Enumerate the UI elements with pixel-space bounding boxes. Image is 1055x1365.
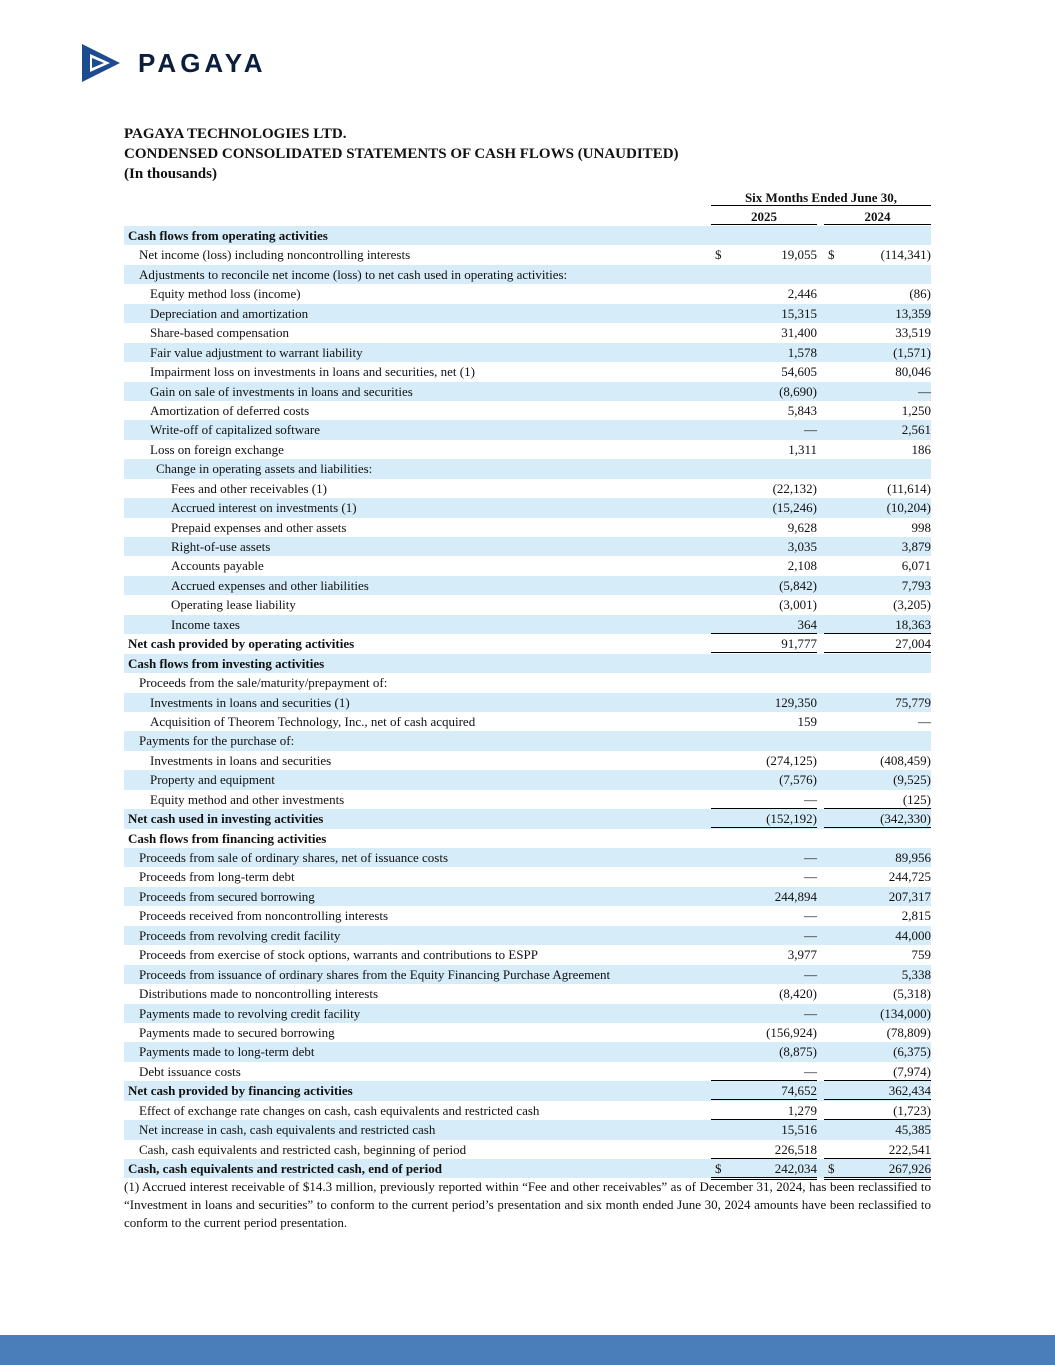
- value-2025: [711, 1023, 817, 1041]
- table-row: [124, 304, 931, 323]
- value-2025: [711, 1004, 817, 1022]
- value-2025: [711, 556, 817, 574]
- amount: 2,815: [901, 908, 931, 924]
- amount: 998: [911, 519, 931, 535]
- value-2024: [824, 906, 931, 924]
- value-2024: [824, 304, 931, 322]
- company-title: PAGAYA TECHNOLOGIES LTD.: [124, 126, 347, 142]
- amount: 19,055: [781, 247, 817, 263]
- value-2025: [711, 984, 817, 1002]
- value-2025: [711, 848, 817, 866]
- table-row: [124, 284, 931, 303]
- value-2024: [824, 382, 931, 400]
- table-row: [124, 323, 931, 342]
- value-2025: [711, 770, 817, 788]
- table-row: [124, 770, 931, 789]
- amount: 6,071: [901, 558, 931, 574]
- row-label: Net income (loss) including noncontrolling interests: [139, 247, 411, 263]
- table-row: [124, 576, 931, 595]
- table-row: [124, 245, 931, 264]
- value-2024: [824, 965, 931, 983]
- row-label: Fair value adjustment to warrant liability: [150, 344, 363, 360]
- amount: 2,446: [787, 286, 817, 302]
- amount: (10,204): [886, 500, 931, 516]
- table-row: [124, 926, 931, 945]
- row-label: Property and equipment: [150, 772, 275, 788]
- row-label: Net cash provided by financing activities: [128, 1083, 353, 1099]
- amount: (408,459): [880, 752, 931, 768]
- amount: 2,108: [787, 558, 817, 574]
- amount: (8,420): [779, 986, 817, 1002]
- value-2025: [711, 284, 817, 302]
- value-2024: [824, 1023, 931, 1041]
- value-2024: [824, 440, 931, 458]
- table-row: [124, 1159, 931, 1178]
- statement-title: CONDENSED CONSOLIDATED STATEMENTS OF CASH FLOWS (UNAUDITED): [124, 146, 679, 162]
- amount: 74,652: [781, 1083, 817, 1099]
- amount: —: [804, 1063, 817, 1079]
- amount: (342,330): [880, 811, 931, 827]
- amount: 242,034: [774, 1161, 817, 1176]
- table-row: [124, 984, 931, 1003]
- amount: 89,956: [895, 850, 931, 865]
- currency-symbol: $: [715, 247, 722, 263]
- value-2024: [824, 576, 931, 594]
- row-label: Distributions made to noncontrolling interests: [139, 986, 379, 1002]
- amount: 13,359: [895, 305, 931, 321]
- row-label: Prepaid expenses and other assets: [171, 519, 347, 535]
- amount: (22,132): [772, 480, 817, 496]
- value-2024: [824, 712, 931, 730]
- value-2025: [711, 1062, 817, 1081]
- amount: 27,004: [895, 636, 931, 652]
- row-label: Cash flows from investing activities: [128, 655, 325, 671]
- value-2024: [824, 867, 931, 885]
- table-row: [124, 1120, 931, 1139]
- amount: (6,375): [893, 1044, 931, 1060]
- amount: 3,977: [787, 947, 817, 963]
- amount: (5,318): [893, 986, 931, 1002]
- amount: (7,576): [779, 772, 817, 788]
- amount: 9,628: [787, 519, 817, 535]
- units-label: (In thousands): [124, 166, 217, 182]
- value-2024: [824, 1101, 931, 1120]
- value-2024: [824, 556, 931, 574]
- amount: (156,924): [766, 1024, 817, 1040]
- row-label: Gain on sale of investments in loans and securities: [150, 383, 413, 399]
- table-row: [124, 401, 931, 420]
- value-2024: [824, 848, 931, 866]
- row-label: Right-of-use assets: [171, 539, 271, 554]
- row-label: Fees and other receivables (1): [171, 480, 327, 496]
- value-2024: [824, 809, 931, 828]
- brand-logo: [80, 40, 267, 86]
- value-2025: [711, 615, 817, 634]
- value-2025: [711, 304, 817, 322]
- amount: 244,725: [888, 869, 931, 885]
- row-label: Impairment loss on investments in loans and securities, net (1): [150, 364, 475, 380]
- table-row: [124, 479, 931, 498]
- table-row: [124, 751, 931, 770]
- year-2025-header: 2025: [711, 209, 817, 225]
- value-2024: [824, 634, 931, 653]
- table-row: [124, 829, 931, 848]
- amount: 186: [911, 441, 931, 457]
- row-label: Accounts payable: [171, 558, 264, 574]
- amount: 15,315: [781, 305, 817, 321]
- row-label: Proceeds from the sale/maturity/prepayment of:: [139, 675, 388, 691]
- amount: —: [804, 850, 817, 865]
- value-2024: [824, 693, 931, 711]
- value-2025: [711, 382, 817, 400]
- table-row: [124, 1004, 931, 1023]
- amount: (125): [902, 791, 931, 807]
- value-2024: [824, 984, 931, 1002]
- table-row: [124, 673, 931, 692]
- amount: 54,605: [781, 364, 817, 380]
- amount: 31,400: [781, 325, 817, 341]
- period-header: Six Months Ended June 30,: [711, 190, 931, 206]
- row-label: Proceeds from secured borrowing: [139, 888, 315, 904]
- table-row: [124, 382, 931, 401]
- row-label: Adjustments to reconcile net income (loss) to net cash used in operating activities:: [139, 266, 568, 282]
- value-2024: [824, 1004, 931, 1022]
- table-row: [124, 731, 931, 750]
- amount: 1,279: [787, 1102, 817, 1118]
- row-label: Share-based compensation: [150, 325, 289, 341]
- row-label: Accrued interest on investments (1): [171, 500, 357, 516]
- value-2024: [824, 945, 931, 963]
- table-row: [124, 790, 931, 809]
- value-2025: [711, 518, 817, 536]
- row-label: Change in operating assets and liabilities:: [156, 461, 373, 477]
- table-row: [124, 1101, 931, 1120]
- table-row: [124, 1062, 931, 1081]
- value-2024: [824, 1042, 931, 1060]
- amount: 3,879: [901, 539, 931, 554]
- value-2024: [824, 420, 931, 438]
- row-label: Payments for the purchase of:: [139, 733, 295, 749]
- amount: 91,777: [781, 636, 817, 652]
- row-label: Proceeds received from noncontrolling interests: [139, 908, 389, 924]
- row-label: Effect of exchange rate changes on cash, cash equivalents and restricted cash: [139, 1102, 540, 1118]
- amount: 2,561: [901, 422, 931, 438]
- amount: 5,843: [787, 402, 817, 418]
- amount: (8,690): [779, 383, 817, 399]
- value-2024: [824, 770, 931, 788]
- table-row: [124, 459, 931, 478]
- value-2025: [711, 1081, 817, 1100]
- value-2025: [711, 576, 817, 594]
- amount: —: [918, 713, 931, 729]
- table-row: [124, 1140, 931, 1159]
- amount: —: [804, 966, 817, 982]
- table-row: [124, 1042, 931, 1061]
- value-2024: [824, 401, 931, 419]
- amount: 159: [797, 713, 817, 729]
- amount: 244,894: [774, 888, 817, 904]
- table-row: [124, 362, 931, 381]
- row-label: Acquisition of Theorem Technology, Inc., net of cash acquired: [150, 713, 476, 729]
- table-row: [124, 965, 931, 984]
- value-2024: [824, 1159, 931, 1180]
- amount: —: [804, 927, 817, 943]
- footer-bar: [0, 1335, 1055, 1365]
- value-2024: [824, 751, 931, 769]
- table-row: [124, 867, 931, 886]
- amount: 5,338: [901, 966, 931, 982]
- row-label: Equity method and other investments: [150, 791, 345, 807]
- value-2024: [824, 615, 931, 634]
- amount: —: [804, 869, 817, 885]
- value-2025: [711, 362, 817, 380]
- row-label: Net cash used in investing activities: [128, 811, 324, 827]
- amount: (5,842): [779, 577, 817, 593]
- value-2024: [824, 887, 931, 905]
- value-2024: [824, 498, 931, 516]
- amount: (9,525): [893, 772, 931, 788]
- amount: (1,571): [893, 344, 931, 360]
- table-row: [124, 518, 931, 537]
- currency-symbol: $: [828, 247, 835, 263]
- amount: —: [804, 908, 817, 924]
- value-2024: [824, 479, 931, 497]
- amount: (3,001): [779, 597, 817, 613]
- amount: —: [804, 1005, 817, 1021]
- value-2025: [711, 887, 817, 905]
- amount: —: [918, 383, 931, 399]
- row-label: Debt issuance costs: [139, 1063, 241, 1079]
- row-label: Proceeds from issuance of ordinary shares from the Equity Financing Purchase Agreement: [139, 966, 611, 982]
- row-label: Payments made to long-term debt: [139, 1044, 315, 1060]
- amount: (11,614): [887, 480, 931, 496]
- amount: (86): [909, 286, 931, 302]
- table-row: [124, 615, 931, 634]
- amount: 75,779: [895, 694, 931, 710]
- value-2024: [824, 537, 931, 555]
- statement-header: [124, 124, 679, 184]
- value-2025: [711, 323, 817, 341]
- table-row: [124, 887, 931, 906]
- row-label: Cash, cash equivalents and restricted cash, beginning of period: [139, 1141, 467, 1157]
- value-2025: [711, 712, 817, 730]
- value-2024: [824, 595, 931, 613]
- table-row: [124, 906, 931, 925]
- row-label: Income taxes: [171, 616, 240, 632]
- amount: 362,434: [888, 1083, 931, 1099]
- row-label: Proceeds from exercise of stock options, warrants and contributions to ESPP: [139, 947, 538, 963]
- currency-symbol: $: [828, 1161, 835, 1176]
- value-2025: [711, 906, 817, 924]
- row-label: Proceeds from sale of ordinary shares, net of issuance costs: [139, 850, 449, 865]
- value-2025: [711, 965, 817, 983]
- row-label: Loss on foreign exchange: [150, 441, 284, 457]
- value-2025: [711, 634, 817, 653]
- amount: (152,192): [766, 811, 817, 827]
- amount: (134,000): [880, 1005, 931, 1021]
- value-2025: [711, 1101, 817, 1120]
- amount: (3,205): [893, 597, 931, 613]
- table-row: [124, 556, 931, 575]
- amount: (15,246): [772, 500, 817, 516]
- amount: (7,974): [893, 1063, 931, 1079]
- amount: 3,035: [787, 539, 817, 554]
- row-label: Payments made to revolving credit facility: [139, 1005, 361, 1021]
- amount: (114,341): [880, 247, 931, 263]
- table-row: [124, 343, 931, 362]
- row-label: Payments made to secured borrowing: [139, 1024, 335, 1040]
- row-label: Depreciation and amortization: [150, 305, 309, 321]
- row-label: Cash, cash equivalents and restricted cash, end of period: [128, 1161, 442, 1176]
- row-label: Investments in loans and securities (1): [150, 694, 350, 710]
- value-2025: [711, 945, 817, 963]
- table-row: [124, 226, 931, 245]
- value-2025: [711, 498, 817, 516]
- value-2025: [711, 401, 817, 419]
- value-2025: [711, 1159, 817, 1180]
- table-row: [124, 537, 931, 556]
- table-row: [124, 693, 931, 712]
- value-2025: [711, 751, 817, 769]
- brand-name: PAGAYA: [138, 47, 267, 78]
- value-2025: [711, 1120, 817, 1138]
- table-row: [124, 498, 931, 517]
- value-2025: [711, 1140, 817, 1159]
- table-row: [124, 848, 931, 867]
- currency-symbol: $: [715, 1161, 722, 1176]
- row-label: Equity method loss (income): [150, 286, 301, 302]
- row-label: Proceeds from long-term debt: [139, 869, 295, 885]
- value-2025: [711, 343, 817, 361]
- value-2025: [711, 809, 817, 828]
- value-2024: [824, 245, 931, 263]
- value-2025: [711, 867, 817, 885]
- value-2025: [711, 245, 817, 263]
- amount: 44,000: [895, 927, 931, 943]
- amount: 207,317: [888, 888, 931, 904]
- table-row: [124, 945, 931, 964]
- table-row: [124, 440, 931, 459]
- row-label: Proceeds from revolving credit facility: [139, 927, 341, 943]
- amount: 1,311: [788, 441, 817, 457]
- table-row: [124, 1081, 931, 1100]
- value-2025: [711, 1042, 817, 1060]
- value-2024: [824, 518, 931, 536]
- value-2024: [824, 1081, 931, 1100]
- footnote: (1) Accrued interest receivable of $14.3 million, previously reported within “Fee and other receivables” as of December 31, 2024, has been reclassified to “Investment in loans and securities” to conform to the current period’s presentation and six month ended June 30, 2024 amounts have been reclassified to conform to the current period presentation.: [124, 1179, 931, 1230]
- table-row: [124, 712, 931, 731]
- value-2025: [711, 537, 817, 555]
- value-2024: [824, 362, 931, 380]
- table-row: [124, 809, 931, 828]
- amount: (8,875): [779, 1044, 817, 1060]
- row-label: Operating lease liability: [171, 597, 296, 613]
- amount: 267,926: [888, 1161, 931, 1176]
- amount: 45,385: [895, 1122, 931, 1138]
- amount: 15,516: [781, 1122, 817, 1138]
- value-2024: [824, 343, 931, 361]
- value-2024: [824, 284, 931, 302]
- value-2024: [824, 1140, 931, 1159]
- row-label: Investments in loans and securities: [150, 752, 332, 768]
- amount: —: [804, 791, 817, 807]
- value-2024: [824, 1062, 931, 1081]
- amount: 226,518: [774, 1141, 817, 1157]
- table-row: [124, 1023, 931, 1042]
- table-row: [124, 654, 931, 673]
- amount: 1,578: [787, 344, 817, 360]
- amount: (274,125): [766, 752, 817, 768]
- amount: 33,519: [895, 325, 931, 341]
- value-2025: [711, 790, 817, 809]
- row-label: Net cash provided by operating activities: [128, 636, 355, 652]
- amount: 18,363: [895, 616, 931, 632]
- row-label: Cash flows from operating activities: [128, 228, 328, 243]
- table-row: [124, 265, 931, 284]
- value-2025: [711, 420, 817, 438]
- value-2024: [824, 926, 931, 944]
- value-2025: [711, 595, 817, 613]
- amount: (78,809): [886, 1024, 931, 1040]
- row-label: Amortization of deferred costs: [150, 402, 310, 418]
- amount: 80,046: [895, 364, 931, 380]
- amount: 129,350: [774, 694, 817, 710]
- table-row: [124, 634, 931, 653]
- value-2025: [711, 693, 817, 711]
- value-2024: [824, 790, 931, 809]
- table-row: [124, 420, 931, 439]
- value-2025: [711, 926, 817, 944]
- amount: —: [804, 422, 817, 438]
- pagaya-logo-icon: [80, 40, 122, 86]
- row-label: Accrued expenses and other liabilities: [171, 577, 369, 593]
- amount: 1,250: [901, 402, 931, 418]
- table-row: [124, 595, 931, 614]
- amount: (1,723): [893, 1102, 931, 1118]
- value-2024: [824, 1120, 931, 1138]
- value-2025: [711, 479, 817, 497]
- row-label: Write-off of capitalized software: [150, 422, 320, 438]
- amount: 222,541: [888, 1141, 931, 1157]
- value-2025: [711, 440, 817, 458]
- cash-flow-table: [124, 226, 931, 1178]
- year-2024-header: 2024: [824, 209, 931, 225]
- amount: 7,793: [901, 577, 931, 593]
- amount: 364: [797, 616, 817, 632]
- row-label: Net increase in cash, cash equivalents and restricted cash: [139, 1122, 436, 1138]
- amount: 759: [911, 947, 931, 963]
- value-2024: [824, 323, 931, 341]
- row-label: Cash flows from financing activities: [128, 830, 327, 846]
